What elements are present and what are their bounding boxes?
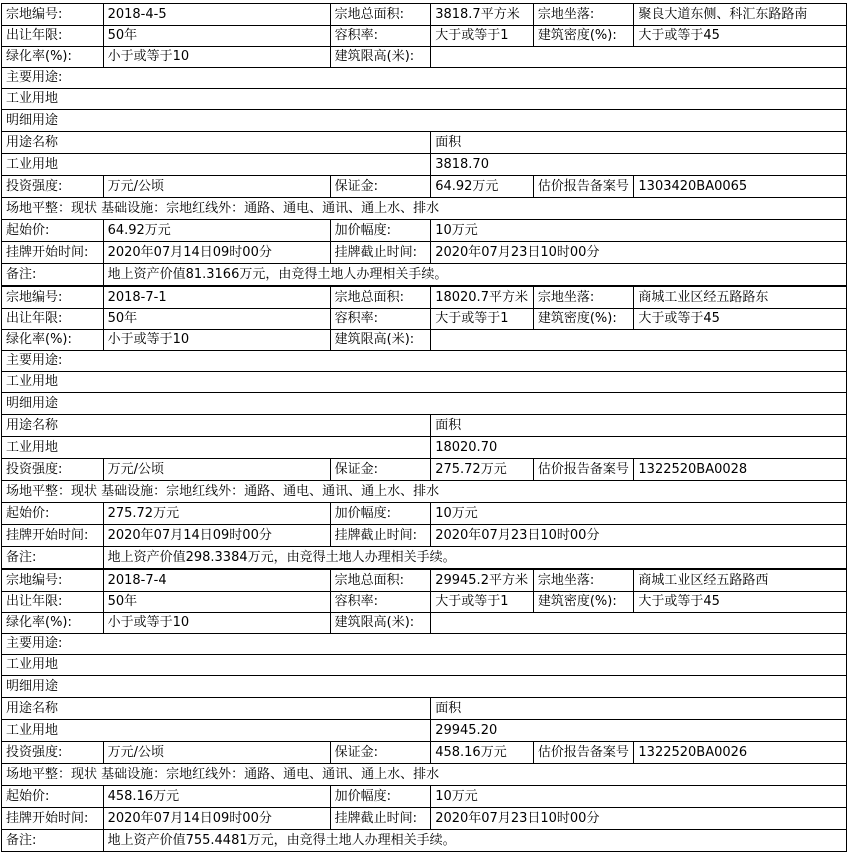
value-listing-end: 2020年07月23日10时00分 — [431, 525, 847, 547]
label-term: 出让年限: — [2, 592, 104, 613]
row-investment — [2, 176, 847, 198]
value-total-area: 29945.2平方米 — [431, 570, 534, 592]
label-listing-start: 挂牌开始时间: — [2, 525, 104, 547]
row-site — [2, 198, 847, 220]
row-remarks — [2, 830, 847, 852]
label-area: 面积 — [431, 132, 847, 154]
label-height-limit: 建筑限高(米): — [330, 330, 431, 351]
label-appraisal: 估价报告备案号 — [533, 742, 634, 764]
label-appraisal: 估价报告备案号 — [533, 176, 634, 198]
label-start-price: 起始价: — [2, 786, 104, 808]
row-listing — [2, 808, 847, 830]
label-increment: 加价幅度: — [330, 786, 431, 808]
row-site — [2, 481, 847, 503]
label-location: 宗地坐落: — [533, 4, 634, 26]
label-listing-end: 挂牌截止时间: — [330, 525, 431, 547]
value-green: 小于或等于10 — [103, 330, 330, 351]
label-density: 建筑密度(%): — [533, 26, 634, 47]
value-listing-start: 2020年07月14日09时00分 — [103, 525, 330, 547]
label-density: 建筑密度(%): — [533, 309, 634, 330]
value-investment: 万元/公顷 — [103, 742, 330, 764]
parcel-table — [1, 3, 847, 286]
value-site-conditions: 场地平整：现状 基础设施：宗地红线外：通路、通电、通讯、通上水、排水 — [2, 764, 847, 786]
label-location: 宗地坐落: — [533, 287, 634, 309]
row-detail-use — [2, 393, 847, 415]
row-parcel-info — [2, 287, 847, 309]
label-total-area: 宗地总面积: — [330, 570, 431, 592]
value-main-use: 工业用地 — [2, 655, 847, 676]
label-remarks: 备注: — [2, 264, 104, 286]
label-green: 绿化率(%): — [2, 47, 104, 68]
value-density: 大于或等于45 — [634, 592, 847, 613]
value-use-name: 工业用地 — [2, 720, 431, 742]
value-parcel-no: 2018-7-4 — [103, 570, 330, 592]
label-detail-use: 明细用途 — [2, 676, 847, 698]
label-height-limit: 建筑限高(米): — [330, 47, 431, 68]
value-remarks: 地上资产价值755.4481万元，由竞得土地人办理相关手续。 — [103, 830, 846, 852]
value-deposit: 64.92万元 — [431, 176, 534, 198]
value-appraisal: 1303420BA0065 — [634, 176, 847, 198]
value-far: 大于或等于1 — [431, 592, 534, 613]
row-green — [2, 330, 847, 351]
label-main-use: 主要用途: — [2, 351, 847, 372]
row-main-use-value — [2, 89, 847, 110]
label-increment: 加价幅度: — [330, 503, 431, 525]
value-investment: 万元/公顷 — [103, 459, 330, 481]
label-appraisal: 估价报告备案号 — [533, 459, 634, 481]
value-site-conditions: 场地平整：现状 基础设施：宗地红线外：通路、通电、通讯、通上水、排水 — [2, 198, 847, 220]
row-site — [2, 764, 847, 786]
value-increment: 10万元 — [431, 786, 847, 808]
value-far: 大于或等于1 — [431, 309, 534, 330]
label-green: 绿化率(%): — [2, 613, 104, 634]
label-parcel-no: 宗地编号: — [2, 4, 104, 26]
value-listing-end: 2020年07月23日10时00分 — [431, 242, 847, 264]
value-green: 小于或等于10 — [103, 613, 330, 634]
label-deposit: 保证金: — [330, 742, 431, 764]
row-main-use-label — [2, 351, 847, 372]
value-density: 大于或等于45 — [634, 309, 847, 330]
label-far: 容积率: — [330, 309, 431, 330]
label-location: 宗地坐落: — [533, 570, 634, 592]
value-far: 大于或等于1 — [431, 26, 534, 47]
value-area: 18020.70 — [431, 437, 847, 459]
value-main-use: 工业用地 — [2, 89, 847, 110]
value-main-use: 工业用地 — [2, 372, 847, 393]
label-area: 面积 — [431, 415, 847, 437]
row-use-header — [2, 415, 847, 437]
label-start-price: 起始价: — [2, 503, 104, 525]
label-deposit: 保证金: — [330, 176, 431, 198]
value-term: 50年 — [103, 592, 330, 613]
row-parcel-info — [2, 570, 847, 592]
label-term: 出让年限: — [2, 26, 104, 47]
label-increment: 加价幅度: — [330, 220, 431, 242]
value-listing-start: 2020年07月14日09时00分 — [103, 242, 330, 264]
row-use-header — [2, 698, 847, 720]
label-height-limit: 建筑限高(米): — [330, 613, 431, 634]
label-use-name: 用途名称 — [2, 132, 431, 154]
row-price — [2, 503, 847, 525]
row-listing — [2, 242, 847, 264]
value-increment: 10万元 — [431, 220, 847, 242]
row-use-value — [2, 720, 847, 742]
row-detail-use — [2, 110, 847, 132]
value-location: 商城工业区经五路路西 — [634, 570, 847, 592]
label-detail-use: 明细用途 — [2, 393, 847, 415]
value-term: 50年 — [103, 26, 330, 47]
value-height-limit — [431, 330, 847, 351]
label-remarks: 备注: — [2, 547, 104, 569]
label-main-use: 主要用途: — [2, 634, 847, 655]
label-far: 容积率: — [330, 592, 431, 613]
value-total-area: 3818.7平方米 — [431, 4, 534, 26]
value-appraisal: 1322520BA0028 — [634, 459, 847, 481]
value-investment: 万元/公顷 — [103, 176, 330, 198]
row-main-use-label — [2, 634, 847, 655]
row-use-value — [2, 154, 847, 176]
value-use-name: 工业用地 — [2, 437, 431, 459]
label-listing-end: 挂牌截止时间: — [330, 808, 431, 830]
value-term: 50年 — [103, 309, 330, 330]
value-listing-end: 2020年07月23日10时00分 — [431, 808, 847, 830]
label-deposit: 保证金: — [330, 459, 431, 481]
row-term — [2, 592, 847, 613]
row-green — [2, 613, 847, 634]
row-investment — [2, 742, 847, 764]
parcel-table — [1, 569, 847, 852]
row-price — [2, 786, 847, 808]
label-listing-start: 挂牌开始时间: — [2, 808, 104, 830]
value-deposit: 458.16万元 — [431, 742, 534, 764]
row-term — [2, 26, 847, 47]
row-price — [2, 220, 847, 242]
value-deposit: 275.72万元 — [431, 459, 534, 481]
row-remarks — [2, 264, 847, 286]
label-listing-end: 挂牌截止时间: — [330, 242, 431, 264]
row-listing — [2, 525, 847, 547]
label-total-area: 宗地总面积: — [330, 287, 431, 309]
row-detail-use — [2, 676, 847, 698]
label-investment: 投资强度: — [2, 459, 104, 481]
label-detail-use: 明细用途 — [2, 110, 847, 132]
value-height-limit — [431, 47, 847, 68]
value-parcel-no: 2018-7-1 — [103, 287, 330, 309]
label-investment: 投资强度: — [2, 176, 104, 198]
label-parcel-no: 宗地编号: — [2, 287, 104, 309]
value-density: 大于或等于45 — [634, 26, 847, 47]
value-area: 3818.70 — [431, 154, 847, 176]
label-use-name: 用途名称 — [2, 698, 431, 720]
value-parcel-no: 2018-4-5 — [103, 4, 330, 26]
value-remarks: 地上资产价值81.3166万元，由竞得土地人办理相关手续。 — [103, 264, 846, 286]
label-start-price: 起始价: — [2, 220, 104, 242]
value-site-conditions: 场地平整：现状 基础设施：宗地红线外：通路、通电、通讯、通上水、排水 — [2, 481, 847, 503]
value-location: 商城工业区经五路路东 — [634, 287, 847, 309]
label-main-use: 主要用途: — [2, 68, 847, 89]
row-investment — [2, 459, 847, 481]
value-start-price: 275.72万元 — [103, 503, 330, 525]
label-remarks: 备注: — [2, 830, 104, 852]
row-green — [2, 47, 847, 68]
value-area: 29945.20 — [431, 720, 847, 742]
value-start-price: 64.92万元 — [103, 220, 330, 242]
row-main-use-value — [2, 655, 847, 676]
label-investment: 投资强度: — [2, 742, 104, 764]
label-area: 面积 — [431, 698, 847, 720]
value-use-name: 工业用地 — [2, 154, 431, 176]
label-total-area: 宗地总面积: — [330, 4, 431, 26]
label-term: 出让年限: — [2, 309, 104, 330]
row-remarks — [2, 547, 847, 569]
value-location: 聚良大道东侧、科汇东路路南 — [634, 4, 847, 26]
label-parcel-no: 宗地编号: — [2, 570, 104, 592]
value-height-limit — [431, 613, 847, 634]
row-use-header — [2, 132, 847, 154]
label-green: 绿化率(%): — [2, 330, 104, 351]
value-increment: 10万元 — [431, 503, 847, 525]
row-main-use-value — [2, 372, 847, 393]
value-appraisal: 1322520BA0026 — [634, 742, 847, 764]
value-listing-start: 2020年07月14日09时00分 — [103, 808, 330, 830]
label-listing-start: 挂牌开始时间: — [2, 242, 104, 264]
row-main-use-label — [2, 68, 847, 89]
parcel-table — [1, 286, 847, 569]
value-green: 小于或等于10 — [103, 47, 330, 68]
row-term — [2, 309, 847, 330]
label-density: 建筑密度(%): — [533, 592, 634, 613]
row-use-value — [2, 437, 847, 459]
value-total-area: 18020.7平方米 — [431, 287, 534, 309]
value-start-price: 458.16万元 — [103, 786, 330, 808]
label-far: 容积率: — [330, 26, 431, 47]
row-parcel-info — [2, 4, 847, 26]
value-remarks: 地上资产价值298.3384万元，由竞得土地人办理相关手续。 — [103, 547, 846, 569]
label-use-name: 用途名称 — [2, 415, 431, 437]
